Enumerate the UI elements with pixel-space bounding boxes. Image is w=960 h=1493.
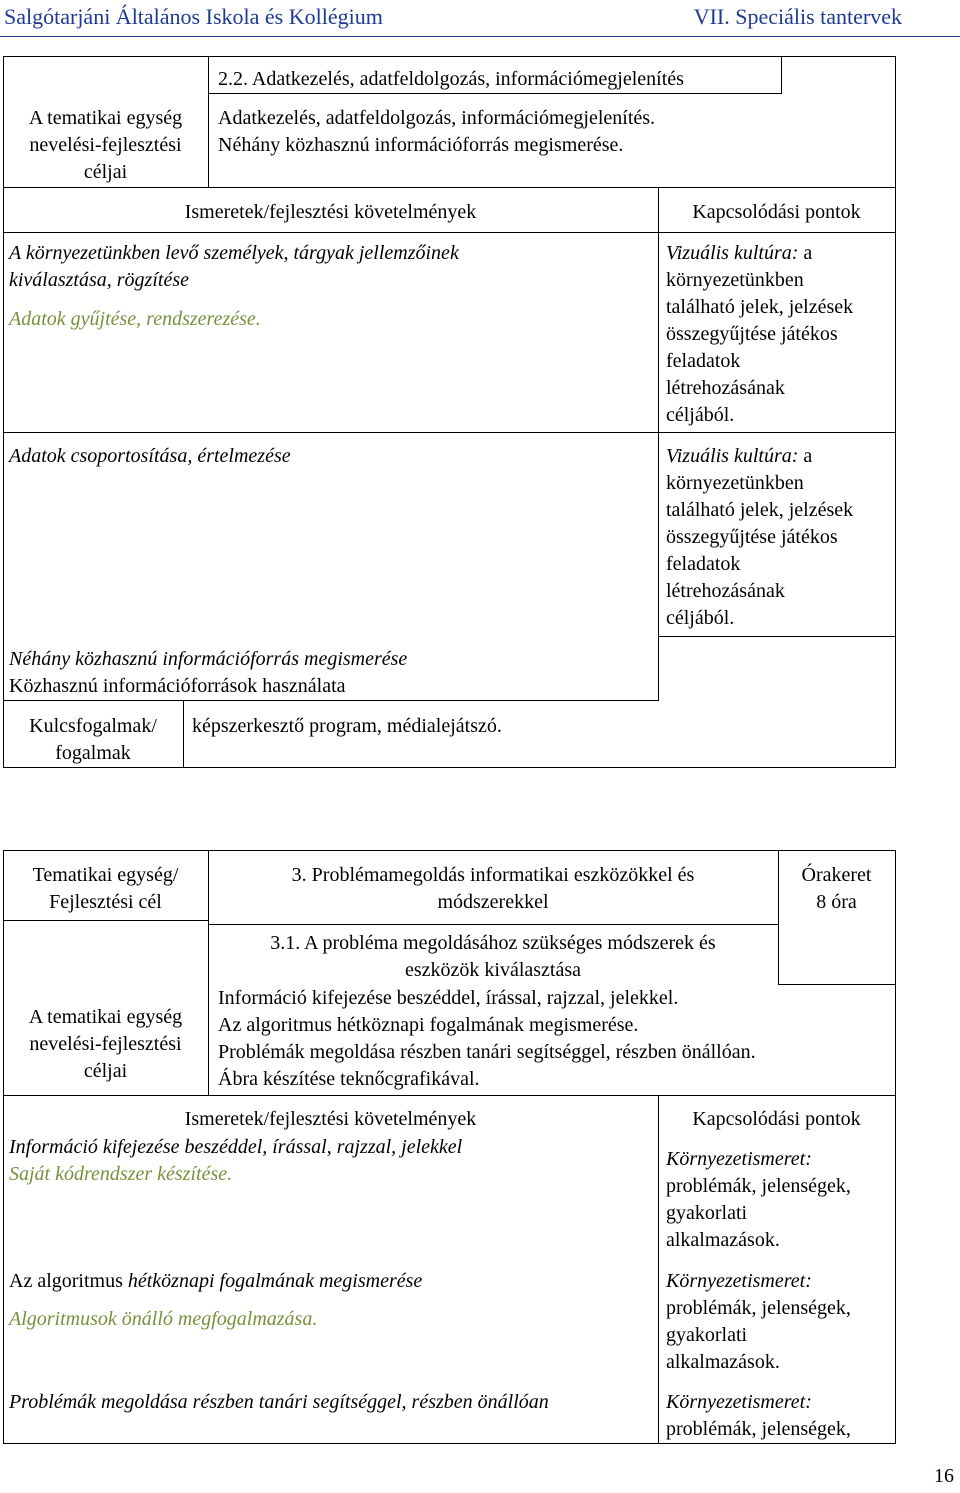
connection-2: Vizuális kultúra: a környezetünkben található jelek, jelzések összegyűjtése játékos feladatok létrehozásának céljából.	[666, 445, 854, 629]
requirement-3: Néhány közhasznú információforrás megismerése Közhasznú információforrások használata	[9, 648, 408, 697]
header-section-name: VII. Speciális tantervek	[693, 4, 902, 29]
connection-2-3: Környezetismeret: problémák, jelenségek,	[666, 1391, 851, 1440]
requirements-header-2: Ismeretek/fejlesztési követelmények	[184, 1108, 477, 1130]
key-concepts-label: Kulcsfogalmak/ fogalmak	[29, 715, 157, 764]
goals-label-2: A tematikai egység nevelési-fejlesztési céljai	[28, 1006, 183, 1082]
connections-header: Kapcsolódási pontok	[692, 201, 861, 223]
goals-text: Adatkezelés, adatfeldolgozás, információmegjelenítés. Néhány közhasznú információforrás megismerése.	[218, 107, 656, 156]
requirement-1-green: Adatok gyűjtése, rendszerezése.	[9, 308, 261, 330]
header-school-name: Salgótarjáni Általános Iskola és Kollégium	[4, 4, 383, 29]
page-number: 16	[934, 1465, 954, 1487]
requirements-header: Ismeretek/fejlesztési követelmények	[184, 201, 477, 223]
key-concepts-value: képszerkesztő program, médialejátszó.	[192, 715, 502, 737]
connection-2-1: Környezetismeret: problémák, jelenségek, gyakorlati alkalmazások.	[666, 1148, 851, 1251]
unit-label: Tematikai egység/ Fejlesztési cél	[32, 864, 179, 913]
requirement-1: A környezetünkben levő személyek, tárgyak jellemzőinek kiválasztása, rögzítése	[9, 242, 459, 291]
connections-header-2: Kapcsolódási pontok	[692, 1108, 861, 1130]
connection-1: Vizuális kultúra: a környezetünkben található jelek, jelzések összegyűjtése játékos feladatok létrehozásának céljából.	[666, 242, 854, 426]
requirement-2-2-green: Algoritmusok önálló megfogalmazása.	[9, 1308, 318, 1330]
requirement-2-1: Információ kifejezése beszéddel, írással, rajzzal, jelekkel	[9, 1136, 463, 1158]
requirement-2-2: Az algoritmus hétköznapi fogalmának megismerése	[9, 1270, 423, 1292]
connection-2-2: Környezetismeret: problémák, jelenségek, gyakorlati alkalmazások.	[666, 1270, 851, 1373]
goals-text-2: Információ kifejezése beszéddel, írással, rajzzal, jelekkel. Az algoritmus hétköznapi fogalmának megismerése. Problémák megoldása részben tanári segítséggel, részben önállóan. Ábra készítése teknőcgrafikával.	[218, 987, 756, 1090]
unit-title: 3. Problémamegoldás informatikai eszközökkel és módszerekkel	[291, 864, 695, 913]
hours-frame: Órakeret 8 óra	[801, 864, 872, 913]
subunit-title: 2.2. Adatkezelés, adatfeldolgozás, információmegjelenítés	[218, 68, 684, 90]
subunit-title-2: 3.1. A probléma megoldásához szükséges módszerek és eszközök kiválasztása	[270, 932, 716, 981]
goals-label: A tematikai egység nevelési-fejlesztési céljai	[28, 107, 183, 183]
header-rule	[0, 36, 960, 37]
requirement-2: Adatok csoportosítása, értelmezése	[9, 445, 291, 467]
requirement-2-1-green: Saját kódrendszer készítése.	[9, 1163, 233, 1185]
requirement-2-3: Problémák megoldása részben tanári segítséggel, részben önállóan	[9, 1391, 549, 1413]
